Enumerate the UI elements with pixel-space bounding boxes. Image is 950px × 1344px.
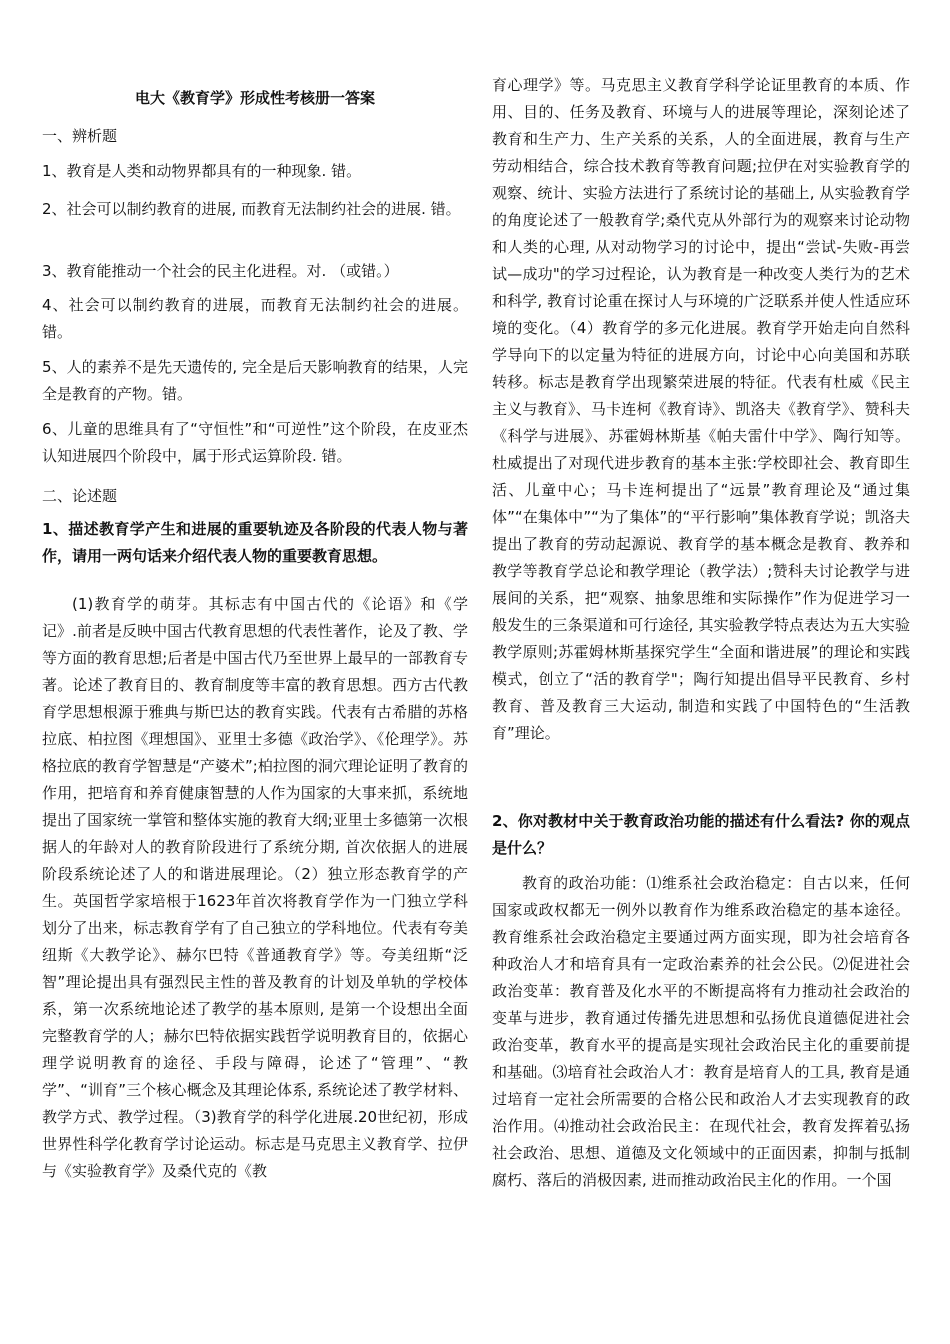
list-item: 4、社会可以制约教育的进展，而教育无法制约社会的进展。错。 [42, 296, 468, 341]
question-2: 2、你对教材中关于教育政治功能的描述有什么看法? 你的观点是什么？ [492, 812, 910, 857]
answer-1-part-left: (1)教育学的萌芽。其标志有中国古代的《论语》和《学记》.前者是反映中国古代教育思想的代表性著作，论及了教、学等方面的教育思想;后者是中国古代乃至世界上最早的一部教育专著。论述了教育目的、教育制度等丰富的教育思想。西方古代教育学思想根源于雅典与斯巴达的教育实践。代表有古希腊的苏格拉底、柏拉图《理想国》、亚里士多德《政治学》、《伦理学》。苏格拉底的教育学智慧是“产婆术”;柏拉图的洞穴理论证明了教育的作用，把培育和养育健康智慧的人作为国家的大事来抓，系统地提出了国家统一掌管和整体实施的教育大纲;亚里士多德第一次根据人的年龄对人的教育阶段进行了系统分期, 首次依据人的进展阶段系统论述了人的和谐进展理论。（2）独立形态教育学的产生。英国哲学家培根于1623年首次将教育学作为一门独立学科划分了出来，标志教育学有了自己独立的学科地位。代表有夸美纽斯《大教学论》、赫尔巴特《普通教育学》等。夸美纽斯“泛智”理论提出具有强烈民主性的普及教育的计划及单轨的学校体系，第一次系统地论述了教学的基本原则, 是第一个设想出全面完整教育学的人；赫尔巴特依据实践哲学说明教育目的，依据心理学说明教育的途径、手段与障碍，论述了“管理”、“教学”、“训育”三个核心概念及其理论体系, 系统论述了教学材料、教学方式、教学过程。（3)教育学的科学化进展.20世纪初，形成世界性科学化教育学讨论运动。标志是马克思主义教育学、拉伊与《实验教育学》及桑代克的《教 [42, 595, 468, 1180]
list-item: 6、儿童的思维具有了“守恒性”和“可逆性”这个阶段，在皮亚杰认知进展四个阶段中，属于形式运算阶段. 错。 [42, 420, 468, 465]
list-item: 5、人的素养不是先天遗传的, 完全是后天影响教育的结果，人完全是教育的产物。错。 [42, 358, 468, 403]
document-title: 电大《教育学》形成性考核册一答案 [134, 89, 375, 107]
answer-2: 教育的政治功能：⑴维系社会政治稳定：自古以来，任何国家或政权都无一例外以教育作为维系政治稳定的基本途径。教育维系社会政治稳定主要通过两方面实现，即为社会培育各种政治人才和培育具有一定政治素养的社会公民。⑵促进社会政治变革：教育普及化水平的不断提高将有力推动社会政治的变革与进步，教育通过传播先进思想和弘扬优良道德促进社会政治变革，教育水平的提高是实现社会政治民主化的重要前提和基础。⑶培育社会政治人才：教育是培育人的工具, 教育是通过培育一定社会所需要的合格公民和政治人才去实现教育的政治作用。⑷推动社会政治民主：在现代社会，教育发挥着弘扬社会政治、思想、道德及文化领域中的正面因素，抑制与抵制腐朽、落后的消极因素, 进而推动政治民主化的作用。一个国 [492, 874, 910, 1189]
list-item: 3、教育能推动一个社会的民主化进程。对. （或错。） [42, 262, 399, 280]
list-item: 2、社会可以制约教育的进展, 而教育无法制约社会的进展. 错。 [42, 200, 461, 218]
section-heading-2: 二、论述题 [42, 487, 118, 505]
section-heading-1: 一、辨析题 [42, 127, 118, 145]
answer-1-part-right: 育心理学》等。马克思主义教育学科学论证里教育的本质、作用、目的、任务及教育、环境与人的进展等理论，深刻论述了教育和生产力、生产关系的关系，人的全面进展，教育与生产劳动相结合，综合技术教育等教育问题;拉伊在对实验教育学的观察、统计、实验方法进行了系统讨论的基础上, 从实验教育学的角度论述了一般教育学;桑代克从外部行为的观察来讨论动物和人类的心理, 从对动物学习的讨论中，提出“尝试-失败-再尝试—成功"的学习过程论，认为教育是一种改变人类行为的艺术和科学, 教育讨论重在探讨人与环境的广泛联系并使人性适应环境的变化。（4）教育学的多元化进展。教育学开始走向自然科学导向下的以定量为特征的进展方向，讨论中心向美国和苏联转移。标志是教育学出现繁荣进展的特征。代表有杜威《民主主义与教育》、马卡连柯《教育诗》、凯洛夫《教育学》、赞科夫《科学与进展》、苏霍姆林斯基《帕夫雷什中学》、陶行知等。杜威提出了对现代进步教育的基本主张:学校即社会、教育即生活、儿童中心；马卡连柯提出了“远景”教育理论及“通过集体”“在集体中”“为了集体”的“平行影响”集体教育学说；凯洛夫提出了教育的劳动起源说、教育学的基本概念是教育、教养和教学等教育学总论和教学理论（教学法）;赞科夫讨论教学与进展间的关系，把“观察、抽象思维和实际操作”作为促进学习一般发生的三条渠道和可行途径, 其实验教学特点表达为五大实验教学原则;苏霍姆林斯基探究学生“全面和谐进展”的理论和实践模式，创立了“活的教育学"；陶行知提出倡导平民教育、乡村教育、普及教育三大运动, 制造和实践了中国特色的“生活教育”理论。 [492, 76, 910, 742]
list-item: 1、教育是人类和动物界都具有的一种现象. 错。 [42, 162, 362, 180]
question-1: 1、描述教育学产生和进展的重要轨迹及各阶段的代表人物与著作，请用一两句话来介绍代表人物的重要教育思想。 [42, 520, 468, 565]
